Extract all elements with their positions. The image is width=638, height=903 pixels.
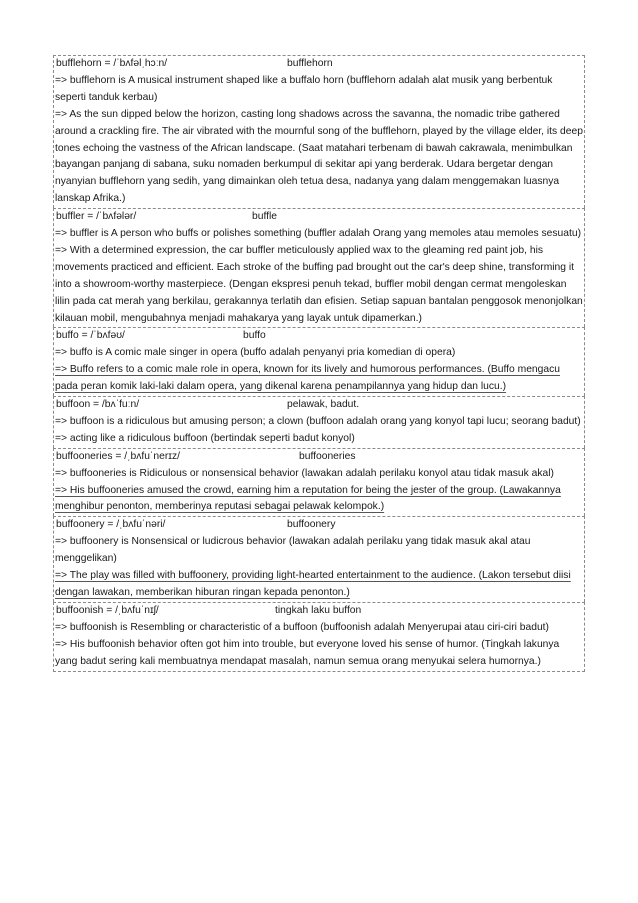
dictionary-entry bbox=[53, 602, 585, 672]
entry-term-pronunciation: buffo = /ˈbʌfəʊ/ bbox=[56, 330, 125, 342]
entry-definition: => buffler is A person who buffs or polishes something (buffler adalah Orang yang memoles atau memoles sesuatu) bbox=[55, 228, 582, 240]
entry-term-pronunciation: buffoon = /bʌˈfuːn/ bbox=[56, 399, 140, 411]
entry-translation: buffooneries bbox=[299, 450, 356, 462]
entry-example: => His buffooneries amused the crowd, earning him a reputation for being the jester of the group. (Lawakannya menghibur penonton, memberinya reputasi sebagai pelawak kelompok.) bbox=[55, 484, 561, 513]
entry-head bbox=[55, 449, 583, 466]
entry-translation: buffoonery bbox=[287, 519, 336, 531]
entry-example: => As the sun dipped below the horizon, casting long shadows across the savanna, the nomadic tribe gathered around a crackling fire. The air vibrated with the mournful song of the bufflehorn, played by the village elder, its deep tones echoing the vastness of the African landscape. (Saat matahari terbenam di bawah cakrawala, menimbulkan bayangan panjang di sabana, suku nomaden berkumpul di sekitar api yang berderak. Udara bergetar dengan nyanyian bufflehorn yang sedih, yang dimainkan oleh tetua desa, nadanya yang dalam menggemakan luasnya lanskap Afrika.) bbox=[55, 108, 583, 205]
entry-term-pronunciation: buffler = /ˈbʌfələr/ bbox=[56, 211, 137, 223]
dictionary-entry bbox=[53, 208, 585, 327]
entry-term-pronunciation: buffoonery = /ˌbʌfuˈnəri/ bbox=[56, 519, 166, 531]
entry-example: => The play was filled with buffoonery, providing light-hearted entertainment to the audience. (Lakon tersebut diisi dengan lawakan, memberikan hiburan ringan kepada penonton.) bbox=[55, 570, 571, 598]
entry-term-pronunciation: buffooneries = /ˌbʌfuˈnerɪz/ bbox=[56, 450, 180, 462]
entry-translation: tingkah laku buffon bbox=[275, 604, 362, 616]
entry-head bbox=[55, 209, 583, 226]
entry-head bbox=[55, 56, 583, 73]
entry-definition: => buffooneries is Ridiculous or nonsensical behavior (lawakan adalah perilaku konyol atau tidak masuk akal) bbox=[55, 467, 554, 479]
entry-head bbox=[55, 517, 583, 534]
dictionary-entry bbox=[53, 396, 585, 448]
entry-translation: buffle bbox=[252, 211, 278, 223]
entry-definition: => bufflehorn is A musical instrument shaped like a buffalo horn (bufflehorn adalah alat musik yang berbentuk seperti tanduk kerbau) bbox=[55, 74, 553, 103]
dictionary-entry bbox=[53, 55, 585, 208]
entry-head bbox=[55, 603, 583, 620]
dictionary-entry bbox=[53, 327, 585, 396]
entry-example: => His buffoonish behavior often got him into trouble, but everyone loved his sense of humor. (Tingkah lakunya yang badut sering kali membuatnya mendapat masalah, namun semua orang menyukai selera humornya.) bbox=[55, 638, 560, 667]
entry-example: => With a determined expression, the car buffler meticulously applied wax to the gleaming red paint job, his movements practiced and efficient. Each stroke of the buffing pad brought out the car's deep shine, transforming it into a showroom-worthy masterpiece. (Dengan ekspresi penuh tekad, buffler mobil dengan cermat mengoleskan lilin pada cat merah yang berkilau, gerakannya terlatih dan efisien. Setiap sapuan bantalan penggosok menonjolkan kilauan mobil, mengubahnya menjadi mahakarya yang layak untuk dipamerkan.) bbox=[55, 244, 583, 324]
entry-translation: bufflehorn bbox=[287, 58, 333, 69]
dictionary-entry bbox=[53, 448, 585, 517]
dictionary-page bbox=[53, 55, 585, 672]
entry-term-pronunciation: bufflehorn = /ˈbʌfəlˌhɔːn/ bbox=[56, 58, 168, 69]
entry-definition: => buffoonery is Nonsensical or ludicrous behavior (lawakan adalah perilaku yang tidak masuk akal atau menggelikan) bbox=[55, 536, 531, 565]
entry-head bbox=[55, 328, 583, 345]
entry-example: => acting like a ridiculous buffoon (bertindak seperti badut konyol) bbox=[55, 432, 355, 444]
entry-definition: => buffoonish is Resembling or characteristic of a buffoon (buffoonish adalah Menyerupai atau ciri-ciri badut) bbox=[55, 621, 549, 633]
entry-head bbox=[55, 397, 583, 414]
dictionary-entry bbox=[53, 516, 585, 602]
entry-translation: pelawak, badut. bbox=[287, 399, 360, 411]
entry-definition: => buffoon is a ridiculous but amusing person; a clown (buffoon adalah orang yang konyol tapi lucu; seorang badut) bbox=[55, 415, 581, 427]
entry-term-pronunciation: buffoonish = /ˌbʌfuˈnɪʃ/ bbox=[56, 604, 159, 616]
entry-translation: buffo bbox=[243, 330, 266, 342]
entry-example: => Buffo refers to a comic male role in opera, known for its lively and humorous performances. (Buffo mengacu pada peran komik laki-laki dalam opera, yang dikenal karena penampilannya yang hidup dan lucu.) bbox=[55, 364, 560, 393]
entry-definition: => buffo is A comic male singer in opera (buffo adalah penyanyi pria komedian di opera) bbox=[55, 347, 456, 359]
